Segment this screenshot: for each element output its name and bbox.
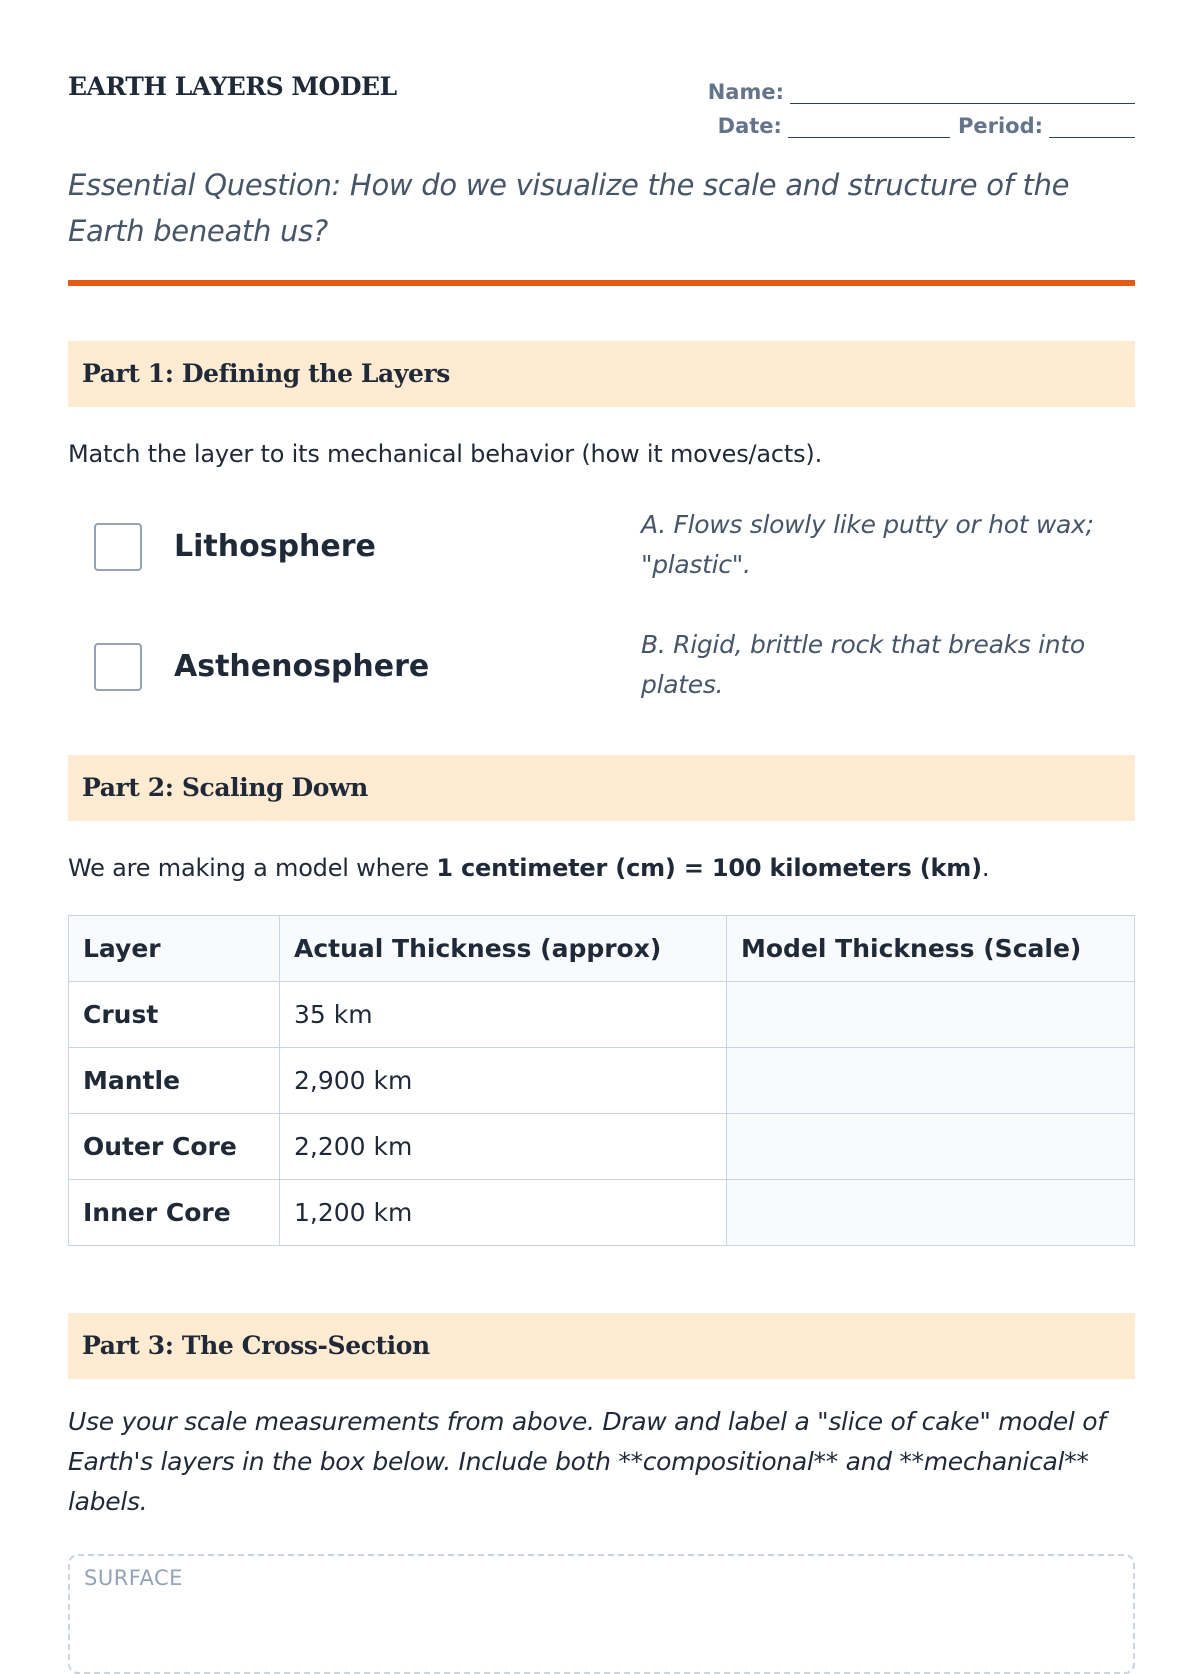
- scale-table: [68, 915, 1135, 1246]
- part1-heading: Part 1: Defining the Layers: [82, 359, 450, 388]
- column-header-actual-thickness: Actual Thickness (approx): [280, 916, 727, 982]
- part2-instruction: [68, 854, 989, 882]
- match-item-lithosphere: [68, 505, 1135, 605]
- date-blank[interactable]: [788, 115, 950, 138]
- match-answer-box[interactable]: [94, 643, 142, 691]
- actual-thickness-cell: 2,900 km: [280, 1048, 727, 1114]
- part1-heading-band: [68, 341, 1135, 407]
- name-field-row: [708, 70, 1135, 104]
- layer-cell: Inner Core: [69, 1180, 280, 1246]
- match-definition: B. Rigid, brittle rock that breaks into plates.: [641, 630, 1085, 699]
- part3-instruction: Use your scale measurements from above. Draw and label a "slice of cake" model of Earth's layers in the box below. Include both **compositional** and **mechanical** labels.: [68, 1407, 1106, 1516]
- scale-ratio: 1 centimeter (cm) = 100 kilometers (km): [436, 854, 982, 882]
- table-row: [69, 982, 1135, 1048]
- table-row: [69, 1180, 1135, 1246]
- period-blank[interactable]: [1049, 115, 1135, 138]
- actual-thickness-cell: 1,200 km: [280, 1180, 727, 1246]
- table-row: [69, 1048, 1135, 1114]
- period-label: Period:: [957, 114, 1043, 138]
- table-row: [69, 1114, 1135, 1180]
- column-header-model-thickness: Model Thickness (Scale): [727, 916, 1135, 982]
- model-thickness-input[interactable]: [727, 982, 1135, 1048]
- layer-cell: Outer Core: [69, 1114, 280, 1180]
- essential-question: Essential Question: How do we visualize the scale and structure of the Earth beneath us?: [68, 168, 1070, 248]
- worksheet-page: [68, 0, 1135, 1590]
- table-header-row: [69, 916, 1135, 982]
- cross-section-drawing-box[interactable]: [68, 1554, 1135, 1674]
- part2-heading-band: [68, 755, 1135, 821]
- model-thickness-input[interactable]: [727, 1114, 1135, 1180]
- model-thickness-input[interactable]: [727, 1180, 1135, 1246]
- name-blank[interactable]: [790, 81, 1135, 104]
- match-item-asthenosphere: [68, 625, 1135, 725]
- part2-heading: Part 2: Scaling Down: [82, 773, 368, 802]
- layer-cell: Crust: [69, 982, 280, 1048]
- match-term: Lithosphere: [174, 529, 376, 564]
- match-answer-box[interactable]: [94, 523, 142, 571]
- match-definition: A. Flows slowly like putty or hot wax; "plastic".: [641, 510, 1094, 579]
- layer-cell: Mantle: [69, 1048, 280, 1114]
- date-label: Date:: [717, 114, 782, 138]
- part3-heading-band: [68, 1313, 1135, 1379]
- match-term: Asthenosphere: [174, 649, 430, 684]
- part3-heading: Part 3: The Cross-Section: [82, 1331, 430, 1360]
- student-info-fields: [708, 70, 1135, 138]
- model-thickness-input[interactable]: [727, 1048, 1135, 1114]
- scale-intro-end: .: [981, 854, 990, 882]
- worksheet-header: [68, 0, 1135, 140]
- worksheet-title: EARTH LAYERS MODEL: [68, 72, 397, 101]
- part1-instruction: Match the layer to its mechanical behavior (how it moves/acts).: [68, 440, 823, 468]
- date-period-row: [708, 104, 1135, 138]
- scale-intro-text: We are making a model where: [68, 854, 437, 882]
- actual-thickness-cell: 35 km: [280, 982, 727, 1048]
- column-header-layer: Layer: [69, 916, 280, 982]
- actual-thickness-cell: 2,200 km: [280, 1114, 727, 1180]
- name-label: Name:: [707, 80, 784, 104]
- accent-divider: [68, 280, 1135, 286]
- surface-label: SURFACE: [84, 1566, 183, 1590]
